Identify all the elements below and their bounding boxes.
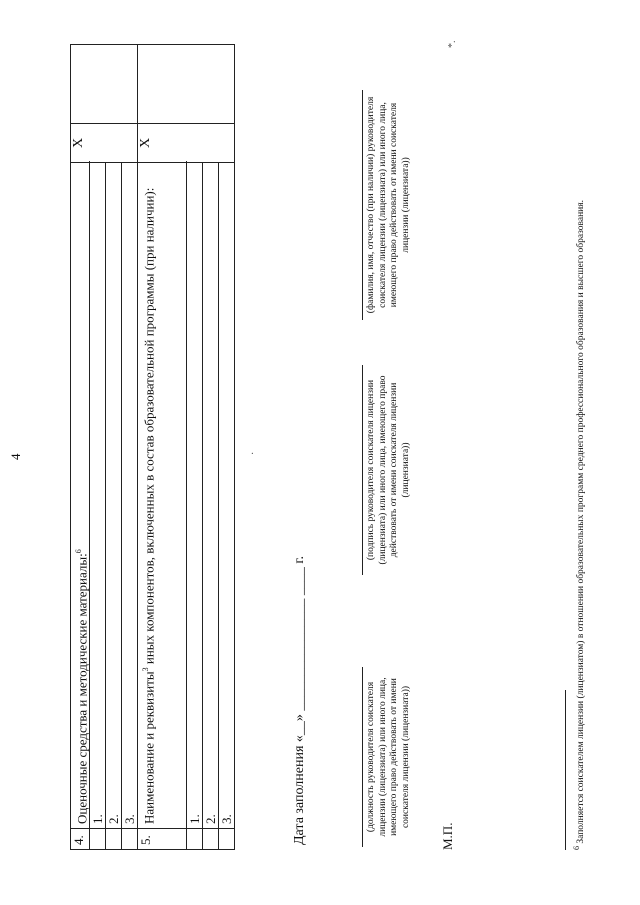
empty-cell [219, 829, 235, 850]
empty-cell [90, 829, 106, 850]
table-row [187, 45, 203, 850]
item-number: 1. [90, 162, 106, 828]
materials-table [70, 44, 235, 850]
row-number: 4. [71, 829, 90, 850]
scan-mark: *. [447, 40, 458, 48]
empty-cell [187, 829, 203, 850]
empty-cell [122, 829, 138, 850]
section-title: Наименование и реквизиты$^3$ иных компонентов, включенных в состав образовательной программы (при наличии): [138, 162, 187, 828]
table-row [203, 45, 219, 850]
item-number: 3. [219, 162, 235, 828]
name-caption: (фамилия, имя, отчество (при наличии) руководителя соискателя лицензии (лицензиата) или иного лица, имеющего право действовать от имени соискателя лицензии (лицензиата)) [362, 90, 412, 320]
item-number: 2. [106, 162, 122, 828]
scan-dot: · [248, 451, 259, 455]
table-row [106, 45, 122, 850]
not-applicable-mark: X [138, 124, 235, 163]
empty-cell [71, 45, 138, 124]
empty-cell [106, 829, 122, 850]
item-number: 3. [122, 162, 138, 828]
signature-caption: (подпись руководителя соискателя лицензии (лицензиата) или иного лица, имеющего право действовать от имени соискателя лицензии (лицензиата)) [362, 365, 412, 575]
table-row [122, 45, 138, 850]
position-caption: (должность руководителя соискателя лицензии (лицензиата) или иного лица, имеющего право действовать от имени соискателя лицензии (лицензиата)) [362, 667, 412, 847]
stamp-place: М.П. [440, 822, 455, 850]
row-number: 5. [138, 829, 187, 850]
footnote-divider [565, 690, 566, 850]
item-number: 1. [187, 162, 203, 828]
table-row [90, 45, 106, 850]
not-applicable-mark: X [71, 124, 138, 163]
fill-date: Дата заполнения «__» ________________ ____ г. [292, 555, 307, 845]
empty-cell [138, 45, 235, 124]
footnote: $^6$ Заполняется соискателем лицензии (лицензиатом) в отношении образовательных программ среднего профессионального образования и высшего образования. [572, 199, 587, 850]
table-row [138, 45, 187, 850]
page-number: 4 [8, 453, 23, 460]
section-title: Оценочные средства и методические материалы:$^6$ [71, 162, 90, 828]
empty-cell [203, 829, 219, 850]
table-row [219, 45, 235, 850]
item-number: 2. [203, 162, 219, 828]
table-row [71, 45, 90, 850]
